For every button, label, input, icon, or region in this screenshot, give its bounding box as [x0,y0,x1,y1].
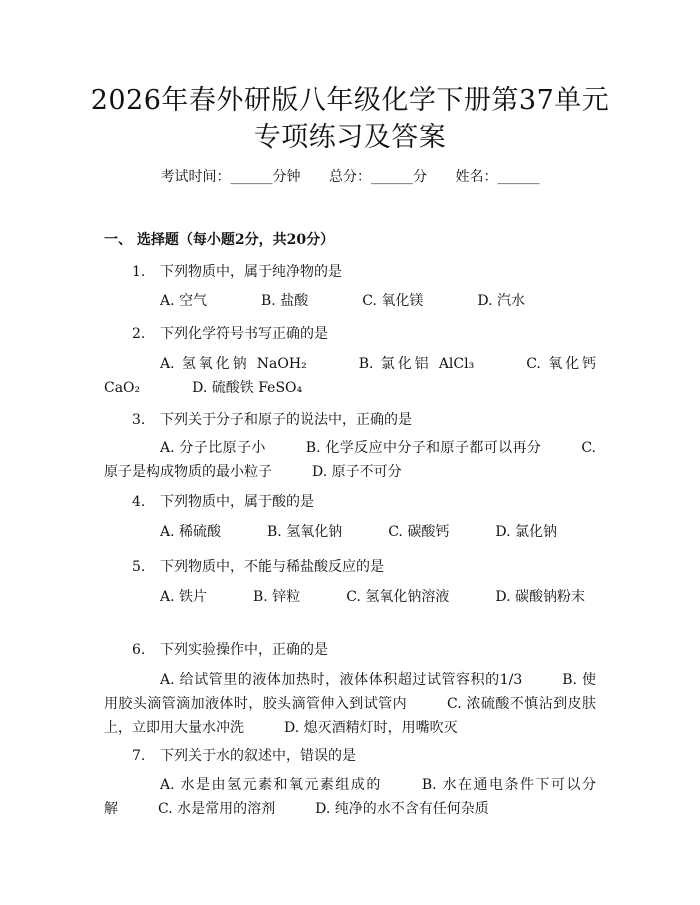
page-title-line-1: 2026年春外研版八年级化学下册第37单元 [90,85,610,116]
question-stem: 下列关于分子和原子的说法中，正确的是 [160,412,412,428]
option-c: C. 碳酸钙 [388,524,450,540]
option-b: B. 氢氧化钠 [267,524,343,540]
question-3 [132,410,412,430]
option-b: B. 盐酸 [261,293,309,309]
option-a: A. 稀硫酸 [160,524,222,540]
option-a: A. 分子比原子小 [160,440,266,456]
exam-time-field: 考试时间：______分钟 [160,169,301,185]
option-c: C. 浓硫酸不慎沾到皮肤上，立即用大量水冲洗 [104,696,596,736]
option-a: A. 水是由氢元素和氧元素组成的 [160,777,382,793]
option-c: C. 氧化钙 CaO₂ [104,356,597,396]
question-stem: 下列实验操作中，正确的是 [160,642,328,658]
question-stem: 下列物质中，属于纯净物的是 [160,264,342,280]
question-number: 2. [132,326,146,342]
question-3-options [104,436,596,484]
option-a: A. 氢氧化钠 NaOH₂ [160,356,307,372]
option-a: A. 空气 [160,293,208,309]
option-a: A. 铁片 [160,589,208,605]
question-stem: 下列化学符号书写正确的是 [160,326,328,342]
question-number: 6. [132,642,146,658]
question-stem: 下列关于水的叙述中，错误的是 [160,748,356,764]
option-c: C. 原子是构成物质的最小粒子 [104,440,596,480]
option-c: C. 氧化镁 [362,293,424,309]
question-7 [132,746,356,766]
question-2 [132,324,328,344]
option-d: D. 碳酸钠粉末 [495,589,585,605]
option-d: D. 熄灭酒精灯时，用嘴吹灭 [284,720,458,736]
section-heading: 一、 选择题（每小题2分，共20分） [104,232,335,248]
question-number: 3. [132,412,146,428]
option-b: B. 水在通电条件下可以分解 [104,777,596,817]
option-b: B. 化学反应中分子和原子都可以再分 [305,440,542,456]
question-stem: 下列物质中，属于酸的是 [160,494,314,510]
total-score-field: 总分：______分 [329,169,427,185]
page-title-line-2: 专项练习及答案 [253,122,447,153]
question-6 [132,640,328,660]
option-b: B. 氯化铝 AlCl₃ [358,356,475,372]
option-d: D. 原子不可分 [312,464,402,480]
question-1 [132,262,342,282]
option-d: D. 硫酸铁 FeSO₄ [192,380,303,396]
question-2-options [104,352,596,400]
question-number: 4. [132,494,146,510]
question-5-options [104,585,596,609]
option-b: B. 使用胶头滴管滴加液体时，胶头滴管伸入到试管内 [104,672,596,712]
question-4 [132,492,314,512]
option-a: A. 给试管里的液体加热时，液体体积超过试管容积的1/3 [160,672,523,688]
question-stem: 下列物质中，不能与稀盐酸反应的是 [160,559,384,575]
option-b: B. 锌粒 [253,589,301,605]
question-1-options [104,289,596,313]
exam-meta [0,167,700,187]
option-d: D. 纯净的水不含有任何杂质 [315,801,489,817]
option-c: C. 氢氧化钠溶液 [346,589,450,605]
option-c: C. 水是常用的溶剂 [158,801,276,817]
option-d: D. 汽水 [477,293,525,309]
question-number: 5. [132,559,146,575]
question-7-options [104,773,596,821]
question-number: 7. [132,748,146,764]
student-name-field: 姓名：______ [455,169,540,185]
question-number: 1. [132,264,146,280]
question-6-options [104,668,596,740]
option-d: D. 氯化钠 [495,524,557,540]
question-4-options [104,520,596,544]
question-5 [132,557,384,577]
